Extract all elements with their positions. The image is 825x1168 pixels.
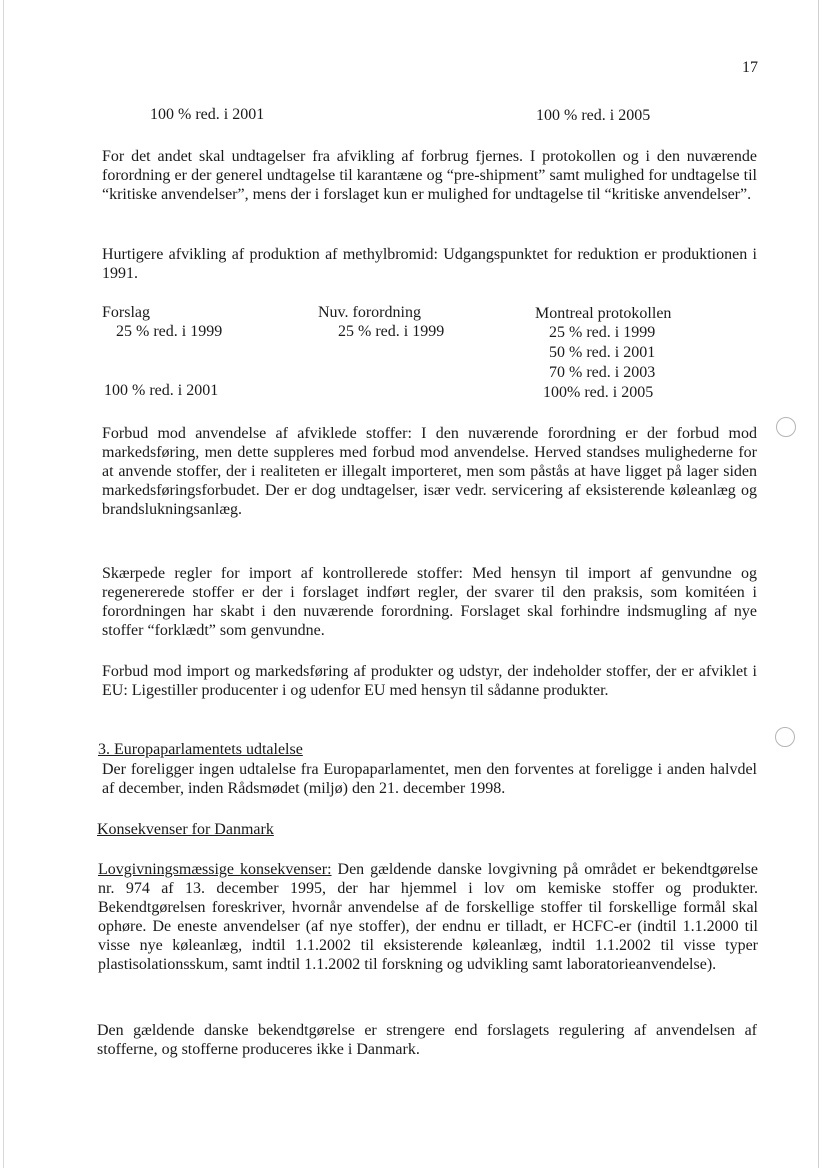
- paragraph-final: Den gældende danske bekendtgørelse er strengere end forslagets regulering af anvendelsen af stofferne, og stofferne produceres ikke i Danmark.: [97, 1022, 757, 1058]
- section-3-heading: 3. Europaparlamentets udtalelse: [98, 741, 303, 758]
- paragraph-forbud-anvendelse: Forbud mod anvendelse af afviklede stoffer: I den nuværende forordning er der forbud mod markedsføring, men dette suppleres med forbud mod anvendelse. Herved standses mulighederne for at anvende stoffer, der i realiteten er illegalt importeret, men som påstås at have ligget på lager siden markedsføringsforbudet. Der er dog undtagelser, især vedr. servicering af eksisterende køleanlæg og brandslukningsanlæg.: [102, 425, 757, 518]
- paragraph-lovgivning: [98, 860, 758, 974]
- page-edge-left: [3, 0, 4, 1168]
- montreal-row-1: 25 % red. i 1999: [549, 324, 656, 341]
- konsekvenser-heading: Konsekvenser for Danmark: [97, 821, 274, 838]
- montreal-row-2: 50 % red. i 2001: [549, 344, 656, 361]
- montreal-row-3: 70 % red. i 2003: [549, 364, 656, 381]
- lovgivning-text: Den gældende danske lovgivning på området er bekendtgørelse nr. 974 af 13. december 1995, der har hjemmel i lov om kemiske stoffer og produkter. Bekendtgørelsen foreskriver, hvornår anvendelse af de forskellige stoffer til forskellige formål skal ophøre. De eneste anvendelser (af nye stoffer), der endnu er tilladt, er HCFC-er (indtil 1.1.2000 til visse nye køleanlæg, indtil 1.1.2002 til eksisterende køleanlæg, indtil 1.1.2002 til visse typer plastisolationsskum, samt indtil 1.1.2002 til forskning og udvikling samt laboratorieanvendelse).: [98, 861, 758, 973]
- punch-hole-upper: [776, 417, 796, 437]
- page-number: 17: [742, 59, 758, 76]
- punch-hole-lower: [775, 727, 795, 747]
- paragraph-import-regler: Skærpede regler for import af kontrollerede stoffer: Med hensyn til import af genvundne og regenererede stoffer er der i forslaget indført regler, der svarer til den praksis, som komitéen i forordningen har skabt i den nuværende forordning. Forslaget skal forhindre indsmugling af nye stoffer “forklædt” som genvundne.: [102, 565, 757, 639]
- col-header-montreal: Montreal protokollen: [535, 305, 672, 322]
- col-header-forslag: Forslag: [102, 304, 150, 321]
- paragraph-forbud-import: Forbud mod import og markedsføring af produkter og udstyr, der indeholder stoffer, der er afviklet i EU: Ligestiller producenter i og udenfor EU med hensyn til sådanne produkter.: [102, 663, 757, 699]
- top-row-right: 100 % red. i 2005: [536, 107, 651, 124]
- paragraph-undtagelser: For det andet skal undtagelser fra afvikling af forbrug fjernes. I protokollen og i den nuværende forordning er der generel undtagelse til karantæne og “pre-shipment” samt mulighed for undtagelse til “kritiske anvendelser”, mens der i forslaget kun er mulighed for undtagelse til “kritiske anvendelser”.: [102, 148, 757, 203]
- montreal-row-4: 100% red. i 2005: [543, 384, 654, 401]
- section-3-text: Der foreligger ingen udtalelse fra Europaparlamentet, men den forventes at foreligge i anden halvdel af december, inden Rådsmødet (miljø) den 21. december 1998.: [102, 761, 757, 797]
- top-row-left: 100 % red. i 2001: [150, 106, 265, 123]
- paragraph-methylbromid: Hurtigere afvikling af produktion af methylbromid: Udgangspunktet for reduktion er produktionen i 1991.: [102, 246, 757, 282]
- nuv-row-1: 25 % red. i 1999: [338, 323, 445, 340]
- forslag-row-2: 100 % red. i 2001: [104, 382, 219, 399]
- page-edge-right: [818, 0, 819, 1168]
- forslag-row-1: 25 % red. i 1999: [116, 323, 223, 340]
- col-header-nuv-forordning: Nuv. forordning: [318, 304, 421, 321]
- lovgivning-label: Lovgivningsmæssige konsekvenser:: [98, 861, 332, 878]
